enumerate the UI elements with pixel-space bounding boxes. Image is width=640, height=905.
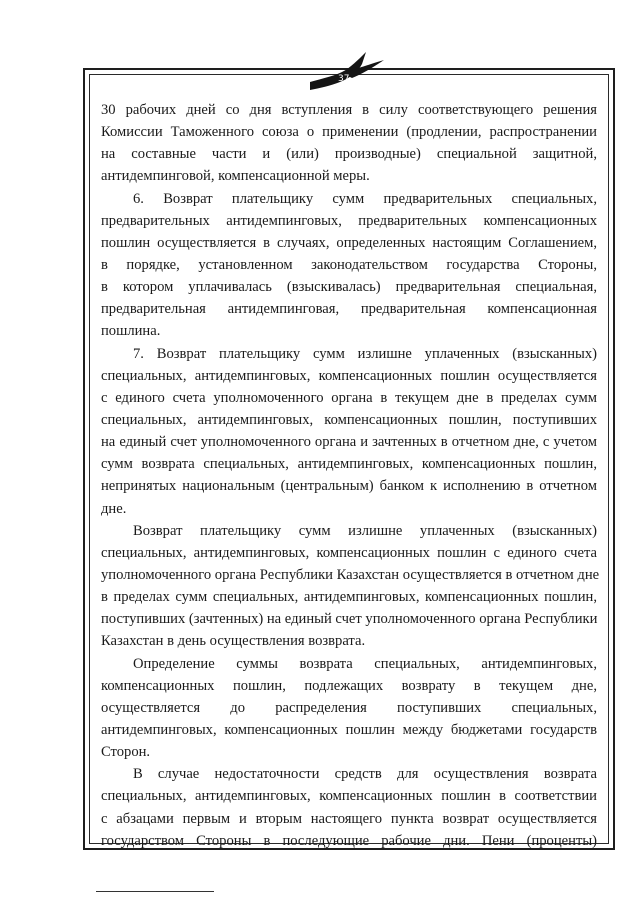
text-line: государством Стороны в последующие рабочие дни. Пени (проценты) xyxy=(101,832,597,849)
text-line: антидемпинговой, компенсационной меры. xyxy=(101,168,370,185)
text-line: непринятых национальным (центральным) банком к исполнению в отчетном xyxy=(101,478,597,495)
text-line: Возврат плательщику сумм излишне уплаченных (взысканных) xyxy=(133,522,597,539)
text-line: Казахстан в день осуществления возврата. xyxy=(101,633,366,650)
text-line: Комиссии Таможенного союза о применении (продлении, распространении xyxy=(101,124,597,141)
text-line: на составные части и (или) производные) специальной защитной, xyxy=(101,146,597,163)
text-line: в котором уплачивалась (взыскивалась) предварительная специальная, xyxy=(101,279,597,296)
text-line: Сторон. xyxy=(101,744,151,761)
text-line: пошлина. xyxy=(101,323,161,340)
handwritten-page-number xyxy=(300,48,390,98)
text-line: специальных, антидемпинговых, компенсационных пошлин в соответствии xyxy=(101,788,597,805)
text-line: на единый счет уполномоченного органа и зачтенных в отчетном дне, с учетом xyxy=(101,434,597,451)
text-line: специальных, антидемпинговых, компенсационных пошлин, поступивших xyxy=(101,411,597,428)
text-line: дне. xyxy=(101,500,127,517)
page-number-text: 37 xyxy=(338,74,350,84)
text-line: с абзацами первым и вторым настоящего пункта возврат осуществляется xyxy=(101,810,597,827)
text-line: предварительная антидемпинговая, предварительная компенсационная xyxy=(101,301,597,318)
text-line: 30 рабочих дней со дня вступления в силу соответствующего решения xyxy=(101,102,597,118)
text-line: поступивших (зачтенных) на единый счет уполномоченного органа Республики xyxy=(101,611,598,628)
footnote-rule xyxy=(96,891,214,892)
text-line: специальных, антидемпинговых, компенсационных пошлин осуществляется xyxy=(101,367,597,384)
text-line: специальных, антидемпинговых, компенсационных пошлин с единого счета xyxy=(101,544,597,561)
text-line: пошлин осуществляется в случаях, определенных настоящим Соглашением, xyxy=(101,234,597,251)
text-line: В случае недостаточности средств для осуществления возврата xyxy=(133,766,597,783)
text-line: с единого счета уполномоченного органа в текущем дне в пределах сумм xyxy=(101,389,597,406)
text-line: компенсационных пошлин, подлежащих возврату в текущем дне, xyxy=(101,677,597,694)
text-line: в пределах сумм специальных, антидемпинговых, компенсационных пошлин, xyxy=(101,589,597,606)
handwritten-page-number-svg xyxy=(300,48,390,98)
text-line: осуществляется до распределения поступивших специальных, xyxy=(101,699,597,716)
text-line: 6. Возврат плательщику сумм предварительных специальных, xyxy=(133,190,597,207)
document-body xyxy=(101,99,600,852)
text-line: Определение суммы возврата специальных, антидемпинговых, xyxy=(133,655,597,672)
text-line: в порядке, установленном законодательством государства Стороны, xyxy=(101,256,597,273)
text-line: предварительных антидемпинговых, предварительных компенсационных xyxy=(101,212,597,229)
text-line: 7. Возврат плательщику сумм излишне уплаченных (взысканных) xyxy=(133,345,597,362)
text-line: уполномоченного органа Республики Казахстан осуществляется в отчетном дне xyxy=(101,566,600,583)
text-line: антидемпинговых, компенсационных пошлин между бюджетами государств xyxy=(101,721,597,738)
text-line: сумм возврата специальных, антидемпинговых, компенсационных пошлин, xyxy=(101,456,597,473)
